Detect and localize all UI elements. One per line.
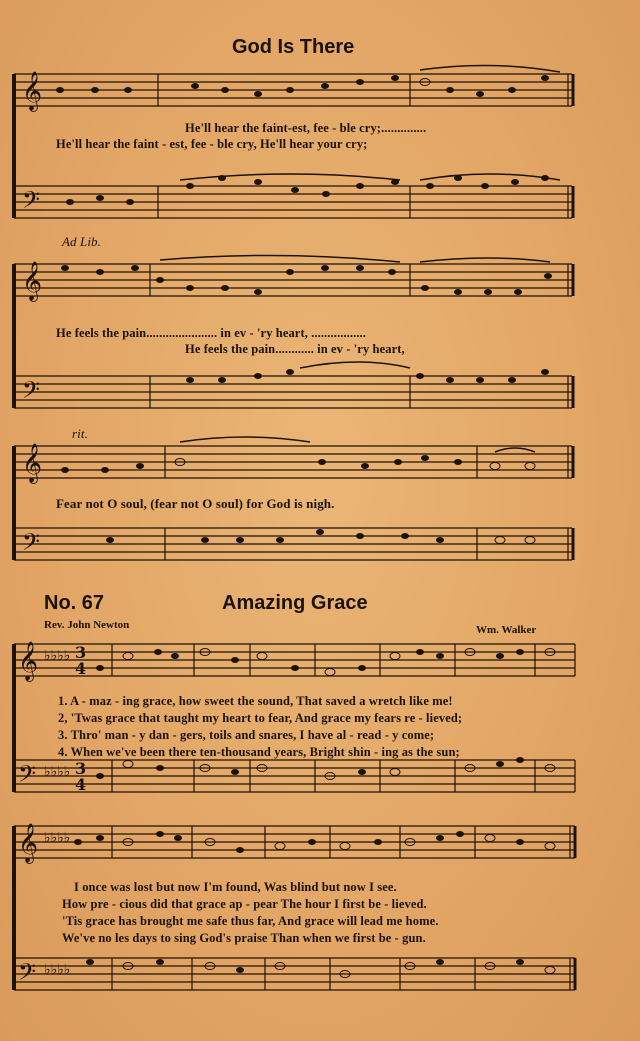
svg-text:4: 4	[75, 775, 87, 794]
verse3-line2: 'Tis grace has brought me safe thus far, And grace will lead me home.	[62, 914, 439, 928]
svg-text:𝄢: 𝄢	[18, 958, 37, 991]
svg-text:𝄞: 𝄞	[22, 443, 43, 483]
svg-text:𝄢: 𝄢	[22, 186, 41, 219]
svg-text:♭♭♭♭: ♭♭♭♭	[44, 764, 71, 780]
svg-text:♭♭♭♭: ♭♭♭♭	[44, 830, 71, 846]
song1-system1-lyric-top: He'll hear the faint-est, fee - ble cry;..............	[185, 121, 427, 135]
svg-text:4: 4	[75, 659, 87, 678]
song1-system3-lyric: Fear not O soul, (fear not O soul) for God is nigh.	[56, 496, 335, 511]
composer-credit: Wm. Walker	[476, 624, 537, 636]
svg-text:3: 3	[75, 759, 87, 778]
song1-title: God Is There	[232, 36, 355, 58]
svg-text:♭♭♭♭: ♭♭♭♭	[44, 648, 71, 664]
song2-title: Amazing Grace	[222, 592, 368, 614]
svg-text:𝄞: 𝄞	[22, 261, 43, 301]
verse3-line1: 3. Thro' man - y dan - gers, toils and snares, I have al - read - y come;	[58, 728, 435, 742]
svg-text:3: 3	[75, 643, 87, 662]
song2-system2-staff	[0, 812, 640, 1012]
svg-text:𝄢: 𝄢	[22, 528, 41, 561]
svg-text:𝄞: 𝄞	[18, 641, 39, 681]
svg-text:𝄢: 𝄢	[18, 760, 37, 793]
verse2-line1: 2, 'Twas grace that taught my heart to fear, And grace my fears re - lieved;	[58, 711, 463, 725]
hymn-number: No. 67	[44, 592, 105, 614]
svg-text:𝄞: 𝄞	[18, 823, 39, 863]
verse2-line2: How pre - cious did that grace ap - pear The hour I first be - lieved.	[62, 897, 427, 911]
song1-system2-lyric-top: He feels the pain...................... in ev - 'ry heart, .................	[56, 326, 366, 340]
lyricist-credit: Rev. John Newton	[44, 619, 130, 631]
verse1-line1: 1. A - maz - ing grace, how sweet the sound, That saved a wretch like me!	[58, 694, 453, 708]
svg-text:𝄢: 𝄢	[22, 376, 41, 409]
svg-text:♭♭♭♭: ♭♭♭♭	[44, 962, 71, 978]
verse1-line2: I once was lost but now I'm found, Was blind but now I see.	[74, 880, 397, 894]
song1-system1-lyric-bottom: He'll hear the faint - est, fee - ble cry, He'll hear your cry;	[56, 137, 368, 151]
verse4-line2: We've no les days to sing God's praise Than when we first be - gun.	[62, 931, 426, 945]
svg-text:𝄞: 𝄞	[22, 71, 43, 111]
song1-ad-lib-marking: Ad Lib.	[62, 234, 101, 249]
song1-rit-marking: rit.	[72, 426, 88, 441]
song1-system2-lyric-bottom: He feels the pain............ in ev - 'ry heart,	[185, 342, 405, 356]
verse4-line1: 4. When we've been there ten-thousand years, Bright shin - ing as the sun;	[58, 745, 460, 759]
